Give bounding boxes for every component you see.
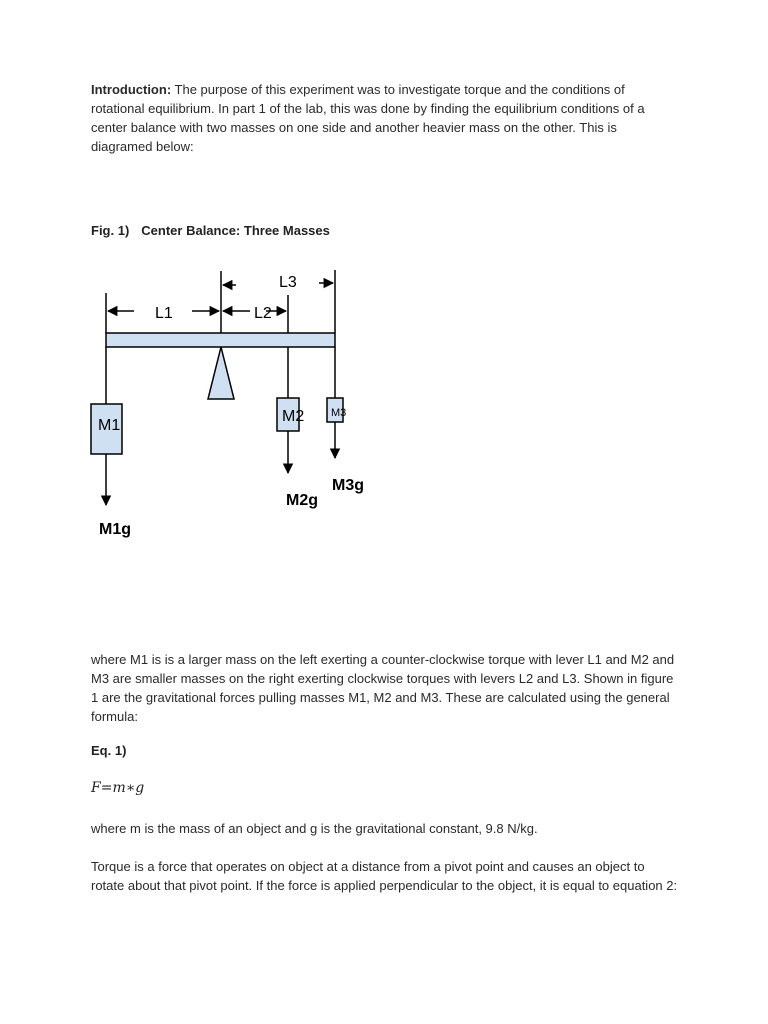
- m3-label: M3: [331, 407, 347, 419]
- l3-label: L3: [279, 274, 297, 291]
- m1-label: M1: [98, 417, 121, 434]
- m2-label: M2: [282, 408, 305, 425]
- torque-paragraph: Torque is a force that operates on object at a distance from a pivot point and causes an object to rotate about that pivot point. If the force is applied perpendicular to the object, it is equal to equation 2:: [91, 859, 678, 893]
- l2-label: L2: [254, 305, 272, 322]
- explanation-paragraph: where M1 is is a larger mass on the left exerting a counter-clockwise torque with lever L1 and M2 and M3 are smaller masses on the right exerting clockwise torques with levers L2 and L3. Shown in figure 1 are the gravitational forces pulling masses M1, M2 and M3. These are calculated using the general formula:: [91, 652, 675, 724]
- fulcrum: [208, 347, 234, 399]
- figure-number: Fig. 1): [91, 223, 130, 238]
- equation-formula: F=m∗g: [91, 780, 145, 796]
- m2g-label: M2g: [286, 492, 318, 509]
- m3g-label: M3g: [332, 477, 364, 494]
- m1g-label: M1g: [99, 521, 131, 538]
- l1-label: L1: [155, 305, 173, 322]
- balance-beam: [106, 333, 335, 347]
- intro-heading: Introduction:: [91, 82, 172, 97]
- constant-paragraph: where m is the mass of an object and g is the gravitational constant, 9.8 N/kg.: [91, 821, 538, 836]
- figure-title: Center Balance: Three Masses: [141, 223, 330, 238]
- equation-label: Eq. 1): [91, 743, 127, 758]
- intro-text: The purpose of this experiment was to investigate torque and the conditions of rotational equilibrium. In part 1 of the lab, this was done by finding the equilibrium conditions of a center balance with two masses on one side and another heavier mass on the other. This is diagramed below:: [91, 82, 645, 154]
